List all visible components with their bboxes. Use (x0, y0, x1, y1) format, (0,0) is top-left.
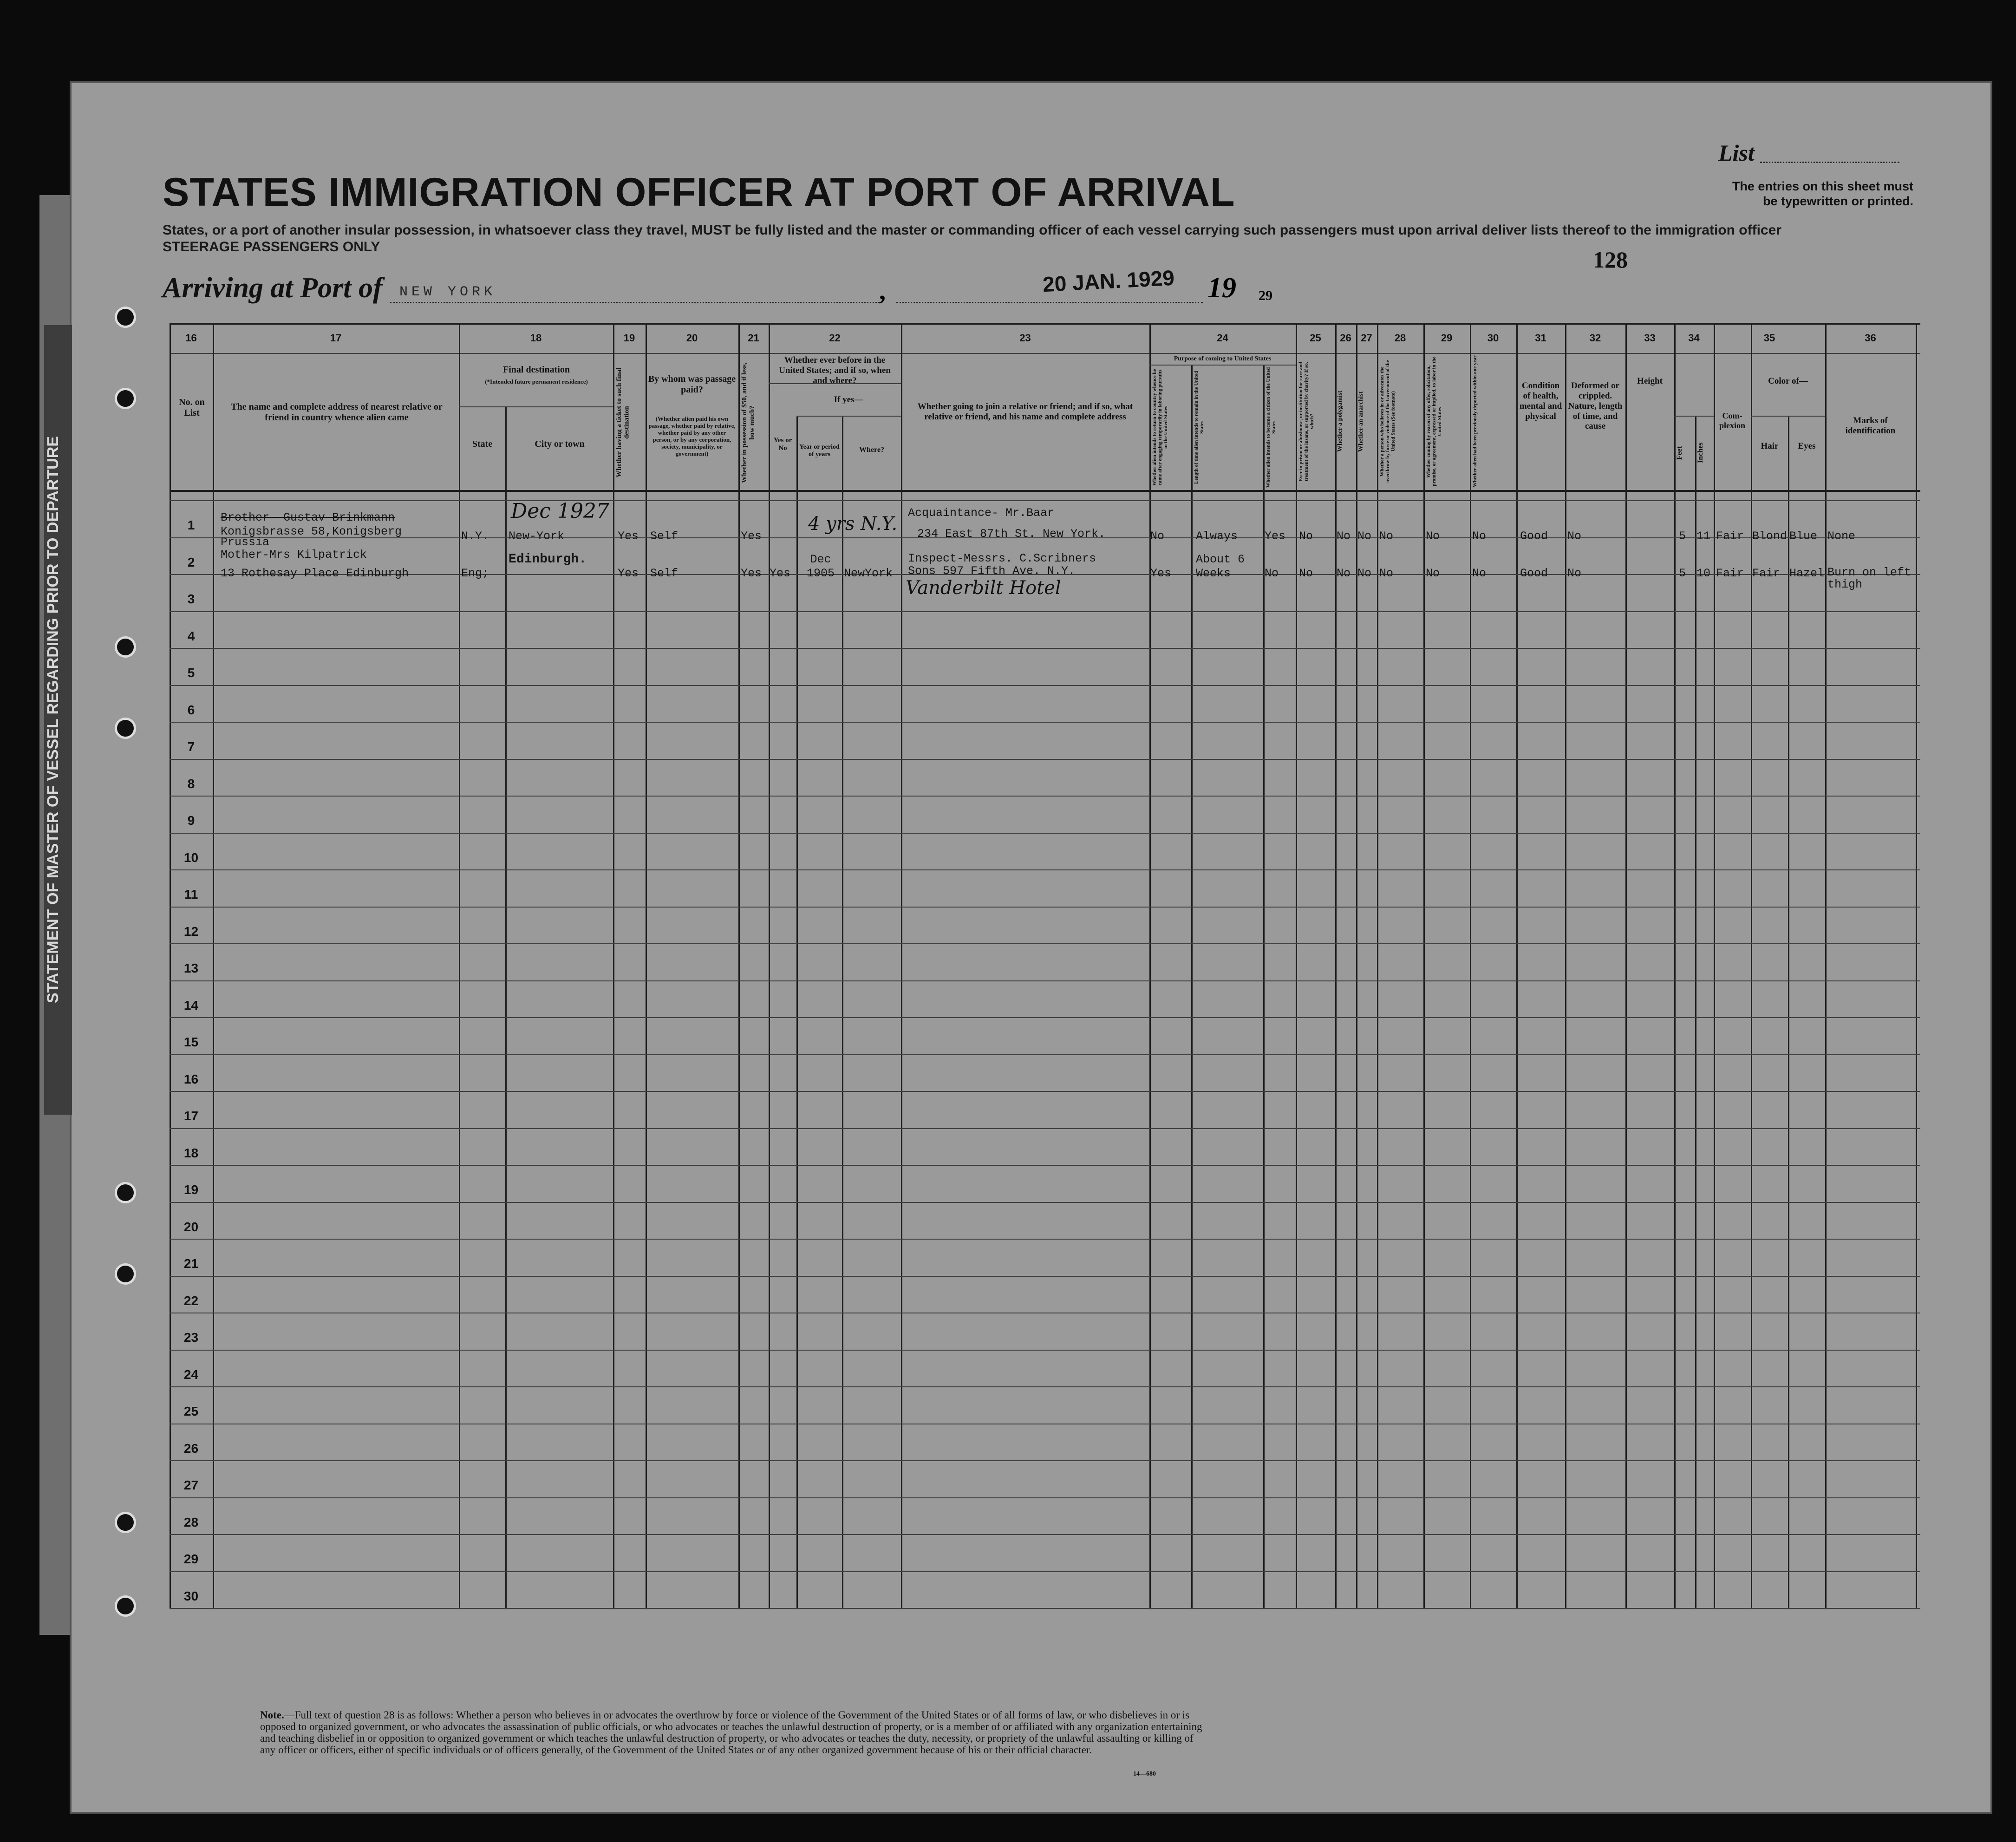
entry1-city-note: Dec 1927 (511, 499, 609, 523)
entry2-health: Good (1520, 567, 1548, 580)
header-complexion: Com-plexion (1719, 411, 1745, 430)
col-line (1263, 365, 1265, 1609)
entry2-purpose-return: Yes (1150, 567, 1172, 580)
entry2-money: Yes (741, 567, 762, 580)
header-health: Condition of health, mental and physical (1519, 381, 1562, 421)
col-number-20: 20 (686, 332, 698, 344)
col-line (1335, 323, 1337, 1609)
binder-hole-icon (115, 1263, 136, 1285)
row-rule (170, 685, 1920, 686)
row-number: 29 (183, 1552, 199, 1566)
entry2-anarchist: No (1357, 567, 1372, 580)
row-number: 28 (183, 1515, 199, 1529)
entry1-q28: No (1379, 529, 1394, 543)
col-line (1788, 416, 1789, 1609)
header-feet: Feet (1676, 446, 1683, 460)
row-rule (170, 833, 1920, 834)
header-polygamist: Whether a polygamist (1337, 391, 1344, 452)
instruction-note (1672, 179, 1913, 209)
subheader-rule (796, 416, 901, 417)
col-number-29: 29 (1441, 332, 1453, 344)
row-rule (170, 1165, 1920, 1166)
entry1-length: Always (1196, 529, 1238, 543)
col-number-25: 25 (1310, 332, 1321, 344)
header-marks: Marks of identification (1845, 416, 1896, 436)
row-number: 18 (183, 1145, 199, 1160)
arrival-date-stamp: 20 JAN. 1929 (1042, 265, 1175, 297)
col-line (796, 416, 798, 1609)
row-rule (170, 759, 1920, 760)
row-number: 13 (183, 961, 199, 975)
side-strip-text: STATEMENT OF MASTER OF VESSEL REGARDING PRIOR TO DEPARTURE (44, 325, 72, 1115)
col-line (213, 323, 214, 1609)
row-number: 10 (183, 850, 199, 865)
subtitle (163, 222, 1781, 255)
entry1-state: N.Y. (461, 529, 489, 543)
entry1-polygamist: No (1337, 529, 1351, 543)
entry2-join-note: Vanderbilt Hotel (906, 577, 1061, 599)
entry2-inches: 10 (1696, 567, 1711, 580)
row-number: 3 (187, 592, 195, 606)
entry2-marks: Burn on left thigh (1827, 566, 1912, 591)
header-ticket: Whether having a ticket to such final destination (615, 367, 631, 478)
col-number-24: 24 (1217, 332, 1228, 344)
entry1-citizen: Yes (1265, 529, 1286, 543)
col-number-23: 23 (1019, 332, 1031, 344)
row-rule (170, 1091, 1920, 1092)
header-bottom-rule (170, 490, 1920, 492)
entry2-feet: 5 (1679, 567, 1686, 580)
col-line (1695, 416, 1696, 1609)
row-rule (170, 1128, 1920, 1129)
col-number-17: 17 (330, 332, 342, 344)
col-line (1825, 323, 1827, 1609)
col-line (1751, 323, 1752, 1609)
entry2-q29: No (1426, 567, 1440, 580)
list-line (1760, 162, 1899, 163)
col-line (901, 323, 902, 1609)
port-line (390, 302, 882, 303)
entry2-eyes: Hazel (1789, 567, 1825, 580)
entry1-relative-text: Brother- Gustav Brinkmann (221, 511, 395, 524)
col-number-34: 34 (1688, 332, 1700, 344)
sheet-number: 128 (1593, 247, 1628, 273)
row-rule (170, 796, 1920, 797)
entry1-marks: None (1827, 529, 1856, 543)
row-rule (170, 1608, 1920, 1609)
header-deformed: Deformed or crippled. Nature, length of time, and cause (1568, 381, 1623, 431)
entry1-hair: Blond (1752, 529, 1788, 543)
entry1-before: 4 yrs N.Y. (808, 513, 898, 535)
row-number: 30 (183, 1588, 199, 1603)
entry2-before-year: Dec 1905 (806, 553, 835, 580)
entry1-relative-address: Konigsbrasse 58,Konigsberg (221, 525, 402, 538)
entry1-ticket: Yes (618, 529, 639, 543)
binder-hole-icon (115, 718, 136, 739)
manifest-table (170, 323, 1920, 1609)
header-q28: Whether a person who believes in or advocates the overthrow by force or violence of the Government of the United States (See footnote) (1379, 360, 1396, 483)
header-join-relative: Whether going to join a relative or friend; and if so, what relative or friend, and his name and complete address (917, 402, 1133, 422)
header-anarchist: Whether an anarchist (1357, 391, 1364, 452)
row-number: 17 (183, 1109, 199, 1123)
header-rule (170, 353, 1920, 354)
page-title: STATES IMMIGRATION OFFICER AT PORT OF ARRIVAL (163, 170, 1235, 215)
row-number: 11 (184, 887, 198, 901)
subheader-rule (1751, 416, 1825, 417)
col-number-32: 32 (1589, 332, 1601, 344)
row-number: 14 (183, 998, 199, 1012)
row-rule (170, 907, 1920, 908)
header-yes-or-no: Yes or No (773, 437, 792, 452)
col-line (505, 406, 507, 1609)
form-number: 14—680 (1133, 1770, 1156, 1777)
header-city: City or town (535, 439, 585, 449)
header-prison: Ever in prison or almshouse, or institution for care and treatment of the insane, or supported by charity? If so, which? (1298, 361, 1315, 482)
comma: , (879, 277, 886, 306)
row-rule (170, 1276, 1920, 1277)
entry2-relative-address: 13 Rothesay Place Edinburgh (221, 567, 409, 580)
header-final-destination-note: (*Intended future permanent residence) (485, 378, 588, 385)
col-number-27: 27 (1361, 332, 1372, 344)
row-number: 23 (183, 1330, 199, 1345)
entry1-q30: No (1472, 529, 1487, 543)
entry2-q28: No (1379, 567, 1394, 580)
header-if-yes: If yes— (834, 395, 863, 405)
entry2-polygamist: No (1337, 567, 1351, 580)
row-number: 16 (183, 1071, 199, 1086)
col-line (1191, 365, 1193, 1609)
col-line (1423, 323, 1425, 1609)
col-line (1674, 323, 1676, 1609)
subheader-rule (459, 406, 613, 407)
footnote-label: Note. (260, 1709, 284, 1721)
entry2-relative: Mother-Mrs Kilpatrick (221, 548, 367, 562)
row-rule (170, 611, 1920, 612)
header-paid-by-note: (Whether alien paid his own passage, whether paid by relative, whether paid by any other person, or by any corporation, society, municipality, or government) (648, 415, 736, 457)
row-number: 25 (183, 1404, 199, 1418)
entry1-prison: No (1299, 529, 1313, 543)
binder-hole-icon (115, 1512, 136, 1533)
entry1-inches: 11 (1696, 529, 1711, 543)
entry1-purpose-return: No (1150, 529, 1165, 543)
subheader-rule (1674, 416, 1714, 417)
col-line (1714, 323, 1715, 1609)
header-final-destination: Final destination (503, 365, 570, 375)
header-purpose: Purpose of coming to United States (1174, 355, 1272, 362)
entry2-q30: No (1472, 567, 1487, 580)
entry1-paid-by: Self (650, 529, 679, 543)
row-rule (170, 1386, 1920, 1387)
entry2-city: Edinburgh. (509, 552, 587, 567)
header-q29: Whether coming by reason of any offer, solicitation, promise, or agreement, expressed or implied, to labor in the United States (1426, 356, 1443, 487)
entry1-anarchist: No (1357, 529, 1372, 543)
row-number: 21 (183, 1256, 199, 1271)
entry1-relative (221, 511, 395, 525)
header-year: Year or period of years (799, 444, 840, 458)
entry1-money: Yes (741, 529, 762, 543)
year-suffix: 29 (1259, 288, 1272, 303)
row-number: 1 (187, 518, 195, 532)
entry1-join: Acquaintance- Mr.Baar (908, 506, 1055, 520)
row-rule (170, 980, 1920, 981)
col-number-18: 18 (530, 332, 542, 344)
row-rule (170, 1202, 1920, 1203)
list-label: List (1718, 140, 1755, 166)
table-border-top (170, 323, 1920, 325)
col-number-33: 33 (1644, 332, 1656, 344)
entry2-hair: Fair (1752, 567, 1781, 580)
row-number: 7 (187, 739, 195, 754)
row-number: 9 (187, 813, 195, 828)
row-rule (170, 1239, 1920, 1240)
subheader-rule (1149, 365, 1296, 366)
row-rule (170, 1350, 1920, 1351)
entry2-prison: No (1299, 567, 1313, 580)
row-rule (170, 1497, 1920, 1498)
col-line (738, 323, 740, 1609)
instruction-line-1: The entries on this sheet must (1732, 179, 1913, 193)
row-number: 15 (183, 1035, 199, 1049)
entry2-ticket: Yes (618, 567, 639, 580)
col-line (842, 416, 843, 1609)
subtitle-line-1: States, or a port of another insular possession, in whatsoever class they travel, MUST be fully listed and the master or commanding officer of each vessel carrying such passengers must upon arrival deliver lists thereof to the immigration officer (163, 222, 1781, 238)
entry1-deformed: No (1567, 529, 1582, 543)
col-line (1149, 323, 1151, 1609)
col-number-21: 21 (748, 332, 759, 344)
col-number-26: 26 (1340, 332, 1351, 344)
row-number: 12 (183, 924, 199, 939)
header-relative-address: The name and complete address of nearest relative or friend in country whence alien came (231, 402, 443, 423)
binder-hole-icon (115, 388, 136, 409)
col-line (459, 323, 460, 1609)
entry2-paid-by: Self (650, 567, 679, 580)
header-height: Height (1637, 376, 1663, 386)
header-before-in-us: Whether ever before in the United States; and if so, when and where? (779, 355, 891, 385)
row-rule (170, 1571, 1920, 1572)
row-number: 22 (183, 1293, 199, 1308)
header-inches: Inches (1696, 442, 1704, 464)
row-number: 20 (183, 1219, 199, 1234)
header-purpose-return: Whether alien intends to return to country whence he came after engaging temporarily in laboring pursuits in the United States (1152, 369, 1169, 486)
entry2-length: About 6 Weeks (1196, 553, 1245, 580)
col-line (1470, 323, 1471, 1609)
binder-hole-icon (115, 636, 136, 658)
row-rule (170, 943, 1920, 944)
entry1-complexion: Fair (1716, 529, 1744, 543)
row-rule (170, 500, 1920, 501)
col-line (769, 323, 770, 1609)
col-line (1356, 323, 1357, 1609)
arriving-label: Arriving at Port of (163, 272, 383, 304)
subtitle-line-2: STEERAGE PASSENGERS ONLY (163, 239, 380, 255)
entry2-join-address: Sons 597 Fifth Ave. N.Y. (908, 564, 1076, 578)
entry2-before-yesno: Yes (770, 567, 791, 580)
entry2-before-where: NewYork (844, 567, 893, 580)
entry2-deformed: No (1567, 567, 1582, 580)
port-name: NEW YORK (399, 284, 496, 300)
instruction-line-2: be typewritten or printed. (1762, 194, 1913, 208)
row-number: 27 (183, 1478, 199, 1492)
header-where: Where? (859, 446, 884, 454)
date-line (896, 302, 1203, 303)
row-number: 8 (187, 776, 195, 791)
col-line (613, 323, 614, 1609)
row-number: 19 (183, 1182, 199, 1197)
row-rule (170, 722, 1920, 723)
entry1-feet: 5 (1679, 529, 1686, 543)
header-money: Whether in possession of $50, and if less, how much? (741, 362, 756, 483)
entry1-q29: No (1426, 529, 1440, 543)
col-number-35: 35 (1763, 332, 1775, 344)
row-number: 5 (187, 666, 195, 680)
col-line (1377, 323, 1378, 1609)
col-number-16: 16 (185, 332, 197, 344)
col-number-30: 30 (1487, 332, 1499, 344)
row-rule (170, 869, 1920, 870)
header-color: Color of— (1768, 376, 1808, 386)
header-purpose-citizen: Whether alien intends to become a citizen of the United States (1266, 367, 1277, 488)
col-line (1625, 323, 1627, 1609)
entry2-join: Inspect-Messrs. C.Scribners (908, 552, 1096, 565)
col-line (1565, 323, 1566, 1609)
binder-hole-icon (115, 307, 136, 328)
row-rule (170, 1054, 1920, 1055)
entry2-state: Eng; (461, 567, 489, 580)
col-number-19: 19 (623, 332, 635, 344)
col-number-22: 22 (829, 332, 841, 344)
binder-hole-icon (115, 1595, 136, 1617)
header-hair: Hair (1761, 441, 1779, 451)
header-paid-by: By whom was passage paid? (648, 374, 736, 395)
col-line (1296, 323, 1297, 1609)
header-state: State (472, 439, 493, 449)
row-rule (170, 1460, 1920, 1461)
binder-hole-icon (115, 1182, 136, 1203)
row-number: 2 (187, 555, 195, 569)
entry2-citizen: No (1265, 567, 1279, 580)
row-rule (170, 648, 1920, 649)
year-prefix: 19 (1207, 272, 1236, 304)
header-q30: Whether alien had been previously deported within one year (1472, 355, 1478, 488)
row-number: 4 (187, 628, 195, 643)
header-eyes: Eyes (1798, 441, 1816, 451)
row-number: 24 (183, 1367, 199, 1382)
entry1-city: New-York (509, 529, 565, 543)
header-no-on-list: No. on List (179, 397, 205, 418)
row-number: 26 (183, 1441, 199, 1456)
col-number-31: 31 (1535, 332, 1546, 344)
entry1-eyes: Blue (1789, 529, 1818, 543)
col-number-28: 28 (1394, 332, 1406, 344)
row-rule (170, 1017, 1920, 1018)
entry1-health: Good (1520, 529, 1548, 543)
footnote-question-28 (260, 1709, 1203, 1756)
col-line (1516, 323, 1518, 1609)
footnote-text: —Full text of question 28 is as follows: Whether a person who believes in or advocates the overthrow by force or violence of the Government of the United States or of all forms of law, or who disbelieves in or is opposed to organized government, or who advocates the assassination of public officials, or who advocates or teaches the unlawful destruction of property, or is a member of or affiliated with any organization entertaining and teaching disbelief in or opposition to organized government or which teaches the unlawful destruction of property, or who advocates or teaches the duty, necessity, or propriety of the unlawful assaulting or killing of any officer or officers, either of specific individuals or of officers generally, of the Government of the United States or of any other organized government because of his or their official character. (260, 1709, 1202, 1756)
col-line (1916, 323, 1917, 1609)
header-purpose-length: Length of time alien intends to remain in the United States (1194, 371, 1205, 484)
col-number-36: 36 (1865, 332, 1876, 344)
entry1-relative-address-2: Prussia (221, 536, 270, 549)
entry2-complexion: Fair (1716, 567, 1744, 580)
entry1-join-address: 234 East 87th St. New York. (917, 527, 1106, 541)
row-rule (170, 1534, 1920, 1535)
col-line (646, 323, 647, 1609)
row-number: 6 (187, 702, 195, 717)
